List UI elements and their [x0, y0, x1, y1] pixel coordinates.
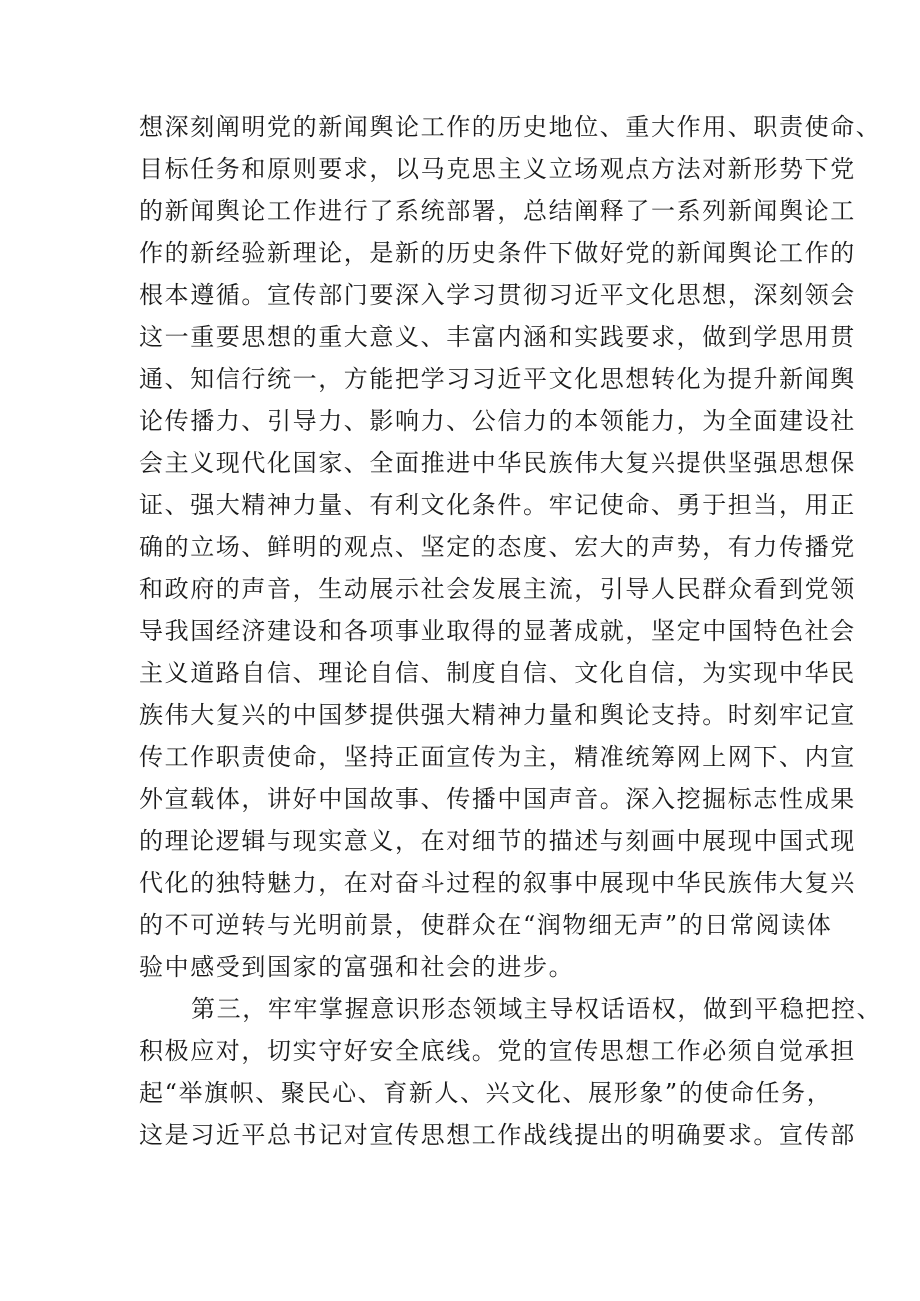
text-line: 的理论逻辑与现实意义，在对细节的描述与刻画中展现中国式现	[139, 827, 856, 855]
text-line: 主义道路自信、理论自信、制度自信、文化自信，为实现中华民	[139, 659, 856, 687]
text-line: 目标任务和原则要求，以马克思主义立场观点方法对新形势下党	[139, 155, 856, 183]
text-line: 族伟大复兴的中国梦提供强大精神力量和舆论支持。时刻牢记宣	[139, 701, 856, 729]
text-line: 这是习近平总书记对宣传思想工作战线提出的明确要求。宣传部	[139, 1121, 856, 1149]
text-line: 确的立场、鲜明的观点、坚定的态度、宏大的声势，有力传播党	[139, 533, 856, 561]
text-line: 的新闻舆论工作进行了系统部署，总结阐释了一系列新闻舆论工	[139, 197, 856, 225]
text-line: 想深刻阐明党的新闻舆论工作的历史地位、重大作用、职责使命、	[139, 113, 882, 141]
text-line: 通、知信行统一，方能把学习习近平文化思想转化为提升新闻舆	[139, 365, 856, 393]
text-line: 积极应对，切实守好安全底线。党的宣传思想工作必须自觉承担	[139, 1037, 856, 1065]
text-line: 会主义现代化国家、全面推进中华民族伟大复兴提供坚强思想保	[139, 449, 856, 477]
text-line: 论传播力、引导力、影响力、公信力的本领能力，为全面建设社	[139, 407, 856, 435]
text-line: 这一重要思想的重大意义、丰富内涵和实践要求，做到学思用贯	[139, 323, 856, 351]
text-line: 证、强大精神力量、有利文化条件。牢记使命、勇于担当，用正	[139, 491, 856, 519]
text-line: 作的新经验新理论，是新的历史条件下做好党的新闻舆论工作的	[139, 239, 856, 267]
text-line: 传工作职责使命，坚持正面宣传为主，精准统筹网上网下、内宣	[139, 743, 856, 771]
text-line: 和政府的声音，生动展示社会发展主流，引导人民群众看到党领	[139, 575, 856, 603]
text-line: 根本遵循。宣传部门要深入学习贯彻习近平文化思想，深刻领会	[139, 281, 856, 309]
text-line: 验中感受到国家的富强和社会的进步。	[139, 953, 575, 981]
text-line: 的不可逆转与光明前景，使群众在“润物细无声”的日常阅读体	[139, 911, 833, 939]
text-line: 起“举旗帜、聚民心、育新人、兴文化、展形象”的使命任务，	[139, 1079, 833, 1107]
document-body	[139, 106, 883, 1156]
text-line: 外宣载体，讲好中国故事、传播中国声音。深入挖掘标志性成果	[139, 785, 856, 813]
text-line: 代化的独特魅力，在对奋斗过程的叙事中展现中华民族伟大复兴	[139, 869, 856, 897]
paragraph-start-line: 第三，牢牢掌握意识形态领域主导权话语权，做到平稳把控、	[191, 995, 883, 1023]
text-line: 导我国经济建设和各项事业取得的显著成就，坚定中国特色社会	[139, 617, 856, 645]
